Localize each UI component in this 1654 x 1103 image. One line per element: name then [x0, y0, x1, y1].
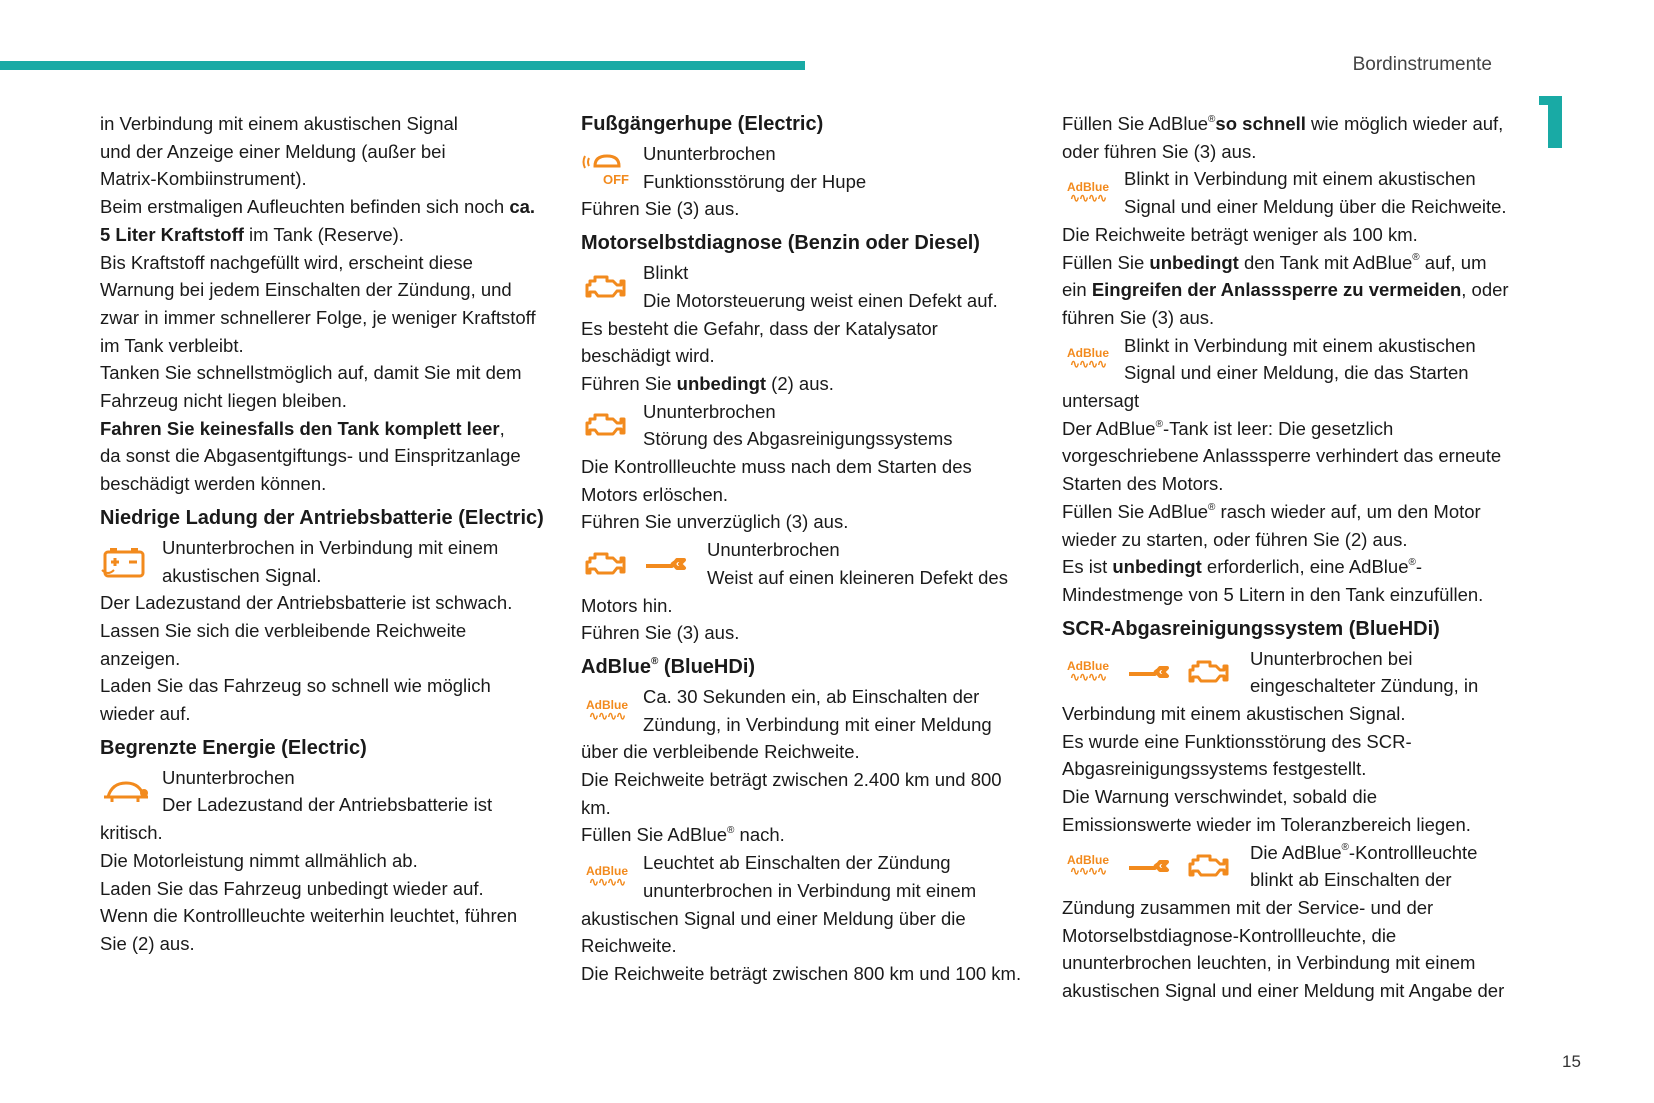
- text-line: führen Sie (3) aus.: [1062, 306, 1215, 328]
- engine-icon: [581, 405, 631, 445]
- wrench-icon: [1124, 846, 1174, 886]
- text-line: vorgeschriebene Anlasssperre verhindert das erneute: [1062, 445, 1502, 467]
- text-line: Leuchtet ab Einschalten der Zündung: [643, 852, 951, 874]
- text-line: Blinkt in Verbindung mit einem akustischen: [1124, 334, 1476, 356]
- text-line: Tanken Sie schnellstmöglich auf, damit Sie mit dem: [100, 362, 522, 384]
- chapter-marker: [1548, 96, 1562, 148]
- text-line: Mindestmenge von 5 Litern in den Tank einzufüllen.: [1062, 583, 1484, 605]
- engine-icon: [1184, 846, 1234, 886]
- text-line: Die Reichweite beträgt zwischen 2.400 km und 800: [581, 769, 1002, 791]
- text-line: ununterbrochen in Verbindung mit einem: [643, 879, 977, 901]
- text-line: in Verbindung mit einem akustischen Signal: [100, 113, 458, 134]
- text-line: beschädigt werden können.: [100, 473, 327, 495]
- warning-light-row: [1062, 839, 1522, 894]
- column-left: [100, 110, 550, 958]
- text-line: Fahrzeug nicht liegen bleiben.: [100, 390, 347, 412]
- engine-icon: [1184, 652, 1234, 692]
- warning-light-row: [1062, 645, 1522, 700]
- limited-power-tortoise-icon: [100, 771, 150, 811]
- text-line: Es besteht die Gefahr, dass der Katalysator: [581, 317, 938, 339]
- text-line: Laden Sie das Fahrzeug so schnell wie möglich: [100, 675, 491, 697]
- text-line: Signal und einer Meldung, die das Starten: [1124, 362, 1469, 384]
- battery-charge-icon: [100, 542, 150, 582]
- text-line: Der Ladezustand der Antriebsbatterie ist schwach.: [100, 592, 513, 614]
- text-line: Starten des Motors.: [1062, 473, 1224, 495]
- text-line: Abgasreinigungssystems festgestellt.: [1062, 758, 1367, 780]
- text-line: kritisch.: [100, 822, 163, 844]
- text-line: Führen Sie (3) aus.: [581, 622, 740, 644]
- text-line: Füllen Sie AdBlue® rasch wieder auf, um den Motor: [1062, 500, 1481, 522]
- warning-light-row: [581, 398, 1031, 453]
- adblue-icon: AdBlue ∿∿∿∿: [1067, 180, 1109, 206]
- text-line: Signal und einer Meldung über die Reichweite.: [1124, 196, 1507, 218]
- text-line: Ununterbrochen: [707, 539, 840, 561]
- text-line: Reichweite.: [581, 935, 677, 957]
- text-line: Der AdBlue®-Tank ist leer: Die gesetzlich: [1062, 417, 1394, 439]
- text-line: da sonst die Abgasentgiftungs- und Einspritzanlage: [100, 445, 521, 467]
- adblue-icon: AdBlue ∿∿∿∿: [586, 863, 628, 889]
- text-line: Verbindung mit einem akustischen Signal.: [1062, 703, 1406, 725]
- text-line: über die verbleibende Reichweite.: [581, 741, 860, 763]
- text-line: zwar in immer schnellerer Folge, je weniger Kraftstoff: [100, 306, 536, 328]
- text-line: Führen Sie (3) aus.: [581, 198, 740, 220]
- text-line: Die Kontrollleuchte muss nach dem Starten des: [581, 456, 972, 478]
- text-line: beschädigt wird.: [581, 345, 715, 367]
- text-line: Ununterbrochen: [643, 400, 776, 422]
- wrench-icon: [641, 544, 691, 584]
- text-line: eingeschalteter Zündung, in: [1250, 675, 1479, 697]
- text-line: Ununterbrochen bei: [1250, 647, 1413, 669]
- warning-light-row: [100, 764, 550, 819]
- text-line: Es wurde eine Funktionsstörung des SCR-: [1062, 730, 1412, 752]
- adblue-icon: AdBlue ∿∿∿∿: [586, 697, 628, 723]
- warning-light-row: [1062, 332, 1522, 387]
- text-line: Ununterbrochen in Verbindung mit einem: [162, 536, 499, 558]
- text-line: ein Eingreifen der Anlasssperre zu vermeiden, oder: [1062, 279, 1509, 301]
- section-heading: SCR-Abgasreinigungssystem (BlueHDi): [1062, 617, 1440, 640]
- text-line: akustischen Signal.: [162, 564, 322, 586]
- text-line: Bis Kraftstoff nachgefüllt wird, erscheint diese: [100, 251, 473, 273]
- text-line: und der Anzeige einer Meldung (außer bei: [100, 140, 446, 162]
- text-line: Blinkt in Verbindung mit einem akustischen: [1124, 168, 1476, 190]
- text-line: Zündung, in Verbindung mit einer Meldung: [643, 713, 992, 735]
- text-line: ununterbrochen leuchten, in Verbindung mit einem: [1062, 952, 1476, 974]
- text-line: untersagt: [1062, 390, 1140, 412]
- warning-light-row: [581, 683, 1031, 738]
- text-line: Die AdBlue®-Kontrollleuchte: [1250, 841, 1478, 863]
- text-line: Funktionsstörung der Hupe: [643, 170, 867, 192]
- text-line: Warnung bei jedem Einschalten der Zündung, und: [100, 279, 512, 301]
- section-heading: AdBlue® (BlueHDi): [581, 655, 756, 678]
- adblue-icon: AdBlue ∿∿∿∿: [1067, 659, 1109, 685]
- warning-light-row: [581, 140, 1031, 195]
- adblue-icon: AdBlue ∿∿∿∿: [1067, 346, 1109, 372]
- text-line: Zündung zusammen mit der Service- und der: [1062, 896, 1434, 918]
- text-line: Fahren Sie keinesfalls den Tank komplett leer,: [100, 417, 505, 439]
- header-accent-bar: [0, 61, 805, 70]
- text-line: Füllen Sie AdBlue®so schnell wie möglich wieder auf,: [1062, 113, 1504, 134]
- text-line: Blinkt: [643, 262, 689, 284]
- text-line: Matrix-Kombiinstrument).: [100, 168, 307, 190]
- text-line: Ca. 30 Sekunden ein, ab Einschalten der: [643, 685, 980, 707]
- text-line: Sie (2) aus.: [100, 932, 195, 954]
- section-title: Bordinstrumente: [1352, 54, 1492, 75]
- adblue-icon: AdBlue ∿∿∿∿: [1067, 853, 1109, 879]
- warning-light-row: [581, 849, 1031, 904]
- text-line: Führen Sie unverzüglich (3) aus.: [581, 511, 849, 533]
- text-line: Die Reichweite beträgt weniger als 100 km.: [1062, 223, 1418, 245]
- off-label: OFF: [603, 171, 629, 187]
- section-heading: Motorselbstdiagnose (Benzin oder Diesel): [581, 232, 980, 255]
- page-number: 15: [1562, 1052, 1581, 1071]
- engine-icon: [581, 267, 631, 307]
- text-line: Weist auf einen kleineren Defekt des: [707, 566, 1008, 588]
- wrench-icon: [1124, 652, 1174, 692]
- text-line: blinkt ab Einschalten der: [1250, 869, 1452, 891]
- text-line: Die Motorleistung nimmt allmählich ab.: [100, 849, 418, 871]
- warning-light-row: [581, 536, 1031, 591]
- text-line: Lassen Sie sich die verbleibende Reichweite: [100, 619, 467, 641]
- text-line: Die Motorsteuerung weist einen Defekt auf.: [643, 289, 998, 311]
- text-line: Es ist unbedingt erforderlich, eine AdBlue®-: [1062, 556, 1423, 578]
- warning-light-row: [581, 259, 1031, 314]
- text-line: oder führen Sie (3) aus.: [1062, 140, 1257, 162]
- column-middle: [581, 110, 1031, 988]
- text-line: Füllen Sie AdBlue® nach.: [581, 824, 785, 846]
- text-line: Störung des Abgasreinigungssystems: [643, 428, 953, 450]
- text-line: akustischen Signal und einer Meldung mit Angabe der: [1062, 980, 1505, 1002]
- section-heading: Niedrige Ladung der Antriebsbatterie (Electric): [100, 506, 544, 529]
- text-line: Füllen Sie unbedingt den Tank mit AdBlue® auf, um: [1062, 251, 1487, 273]
- pedestrian-horn-off-icon: [581, 148, 631, 188]
- text-line: im Tank verbleibt.: [100, 334, 244, 356]
- section-heading: Fußgängerhupe (Electric): [581, 113, 824, 135]
- section-heading: Begrenzte Energie (Electric): [100, 736, 367, 759]
- text-line: Motorselbstdiagnose-Kontrollleuchte, die: [1062, 924, 1397, 946]
- text-line: km.: [581, 796, 611, 818]
- text-line: Motors hin.: [581, 594, 673, 616]
- text-line: Der Ladezustand der Antriebsbatterie ist: [162, 794, 493, 816]
- text-line: 5 Liter Kraftstoff im Tank (Reserve).: [100, 223, 404, 245]
- text-line: Beim erstmaligen Aufleuchten befinden sich noch ca.: [100, 196, 536, 218]
- warning-light-row: [100, 534, 550, 589]
- text-line: akustischen Signal und einer Meldung über die: [581, 907, 966, 929]
- engine-icon: [581, 544, 631, 584]
- text-line: Laden Sie das Fahrzeug unbedingt wieder auf.: [100, 877, 484, 899]
- warning-light-row: [1062, 165, 1522, 220]
- text-line: Ununterbrochen: [643, 143, 776, 164]
- text-line: Die Reichweite beträgt zwischen 800 km und 100 km.: [581, 962, 1022, 984]
- text-line: Motors erlöschen.: [581, 483, 729, 505]
- text-line: wieder zu starten, oder führen Sie (2) aus.: [1062, 528, 1408, 550]
- text-line: Wenn die Kontrollleuchte weiterhin leuchtet, führen: [100, 905, 518, 927]
- text-line: Die Warnung verschwindet, sobald die: [1062, 786, 1378, 808]
- text-line: Führen Sie unbedingt (2) aus.: [581, 372, 834, 394]
- text-line: wieder auf.: [100, 703, 191, 725]
- column-right: [1062, 110, 1522, 1005]
- text-line: Ununterbrochen: [162, 766, 295, 788]
- text-line: Emissionswerte wieder im Toleranzbereich liegen.: [1062, 813, 1471, 835]
- text-line: anzeigen.: [100, 647, 181, 669]
